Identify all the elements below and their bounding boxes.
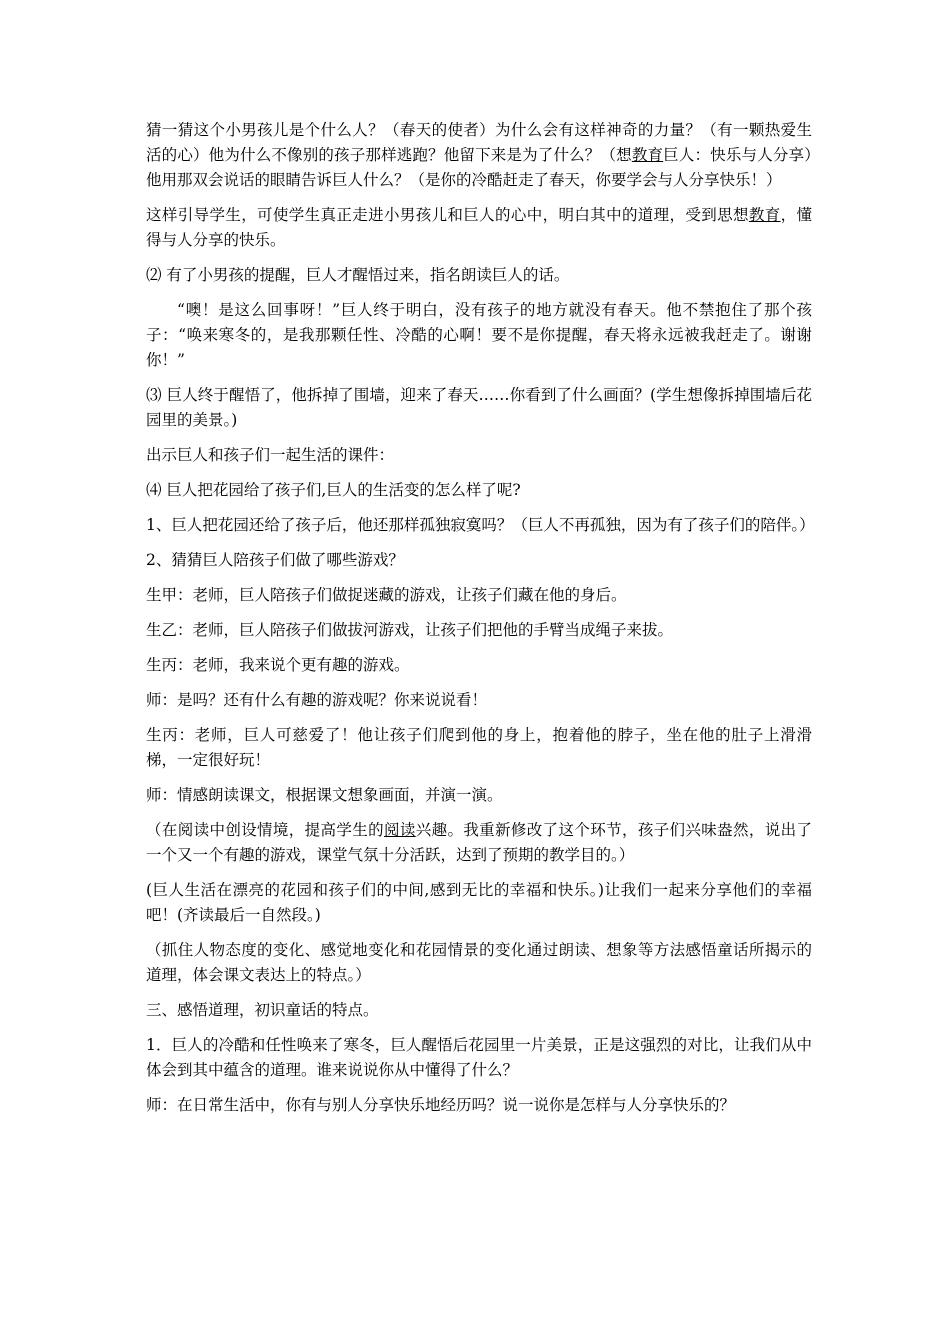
dialogue-student-b: 生乙：老师，巨人陪孩子们做拔河游戏，让孩子们把他的手臂当成绳子来拔。: [146, 621, 674, 639]
paragraph-text: 兴趣。我重新修改了这个环节，孩子们兴味盎然，说出了一个又一个有趣的游戏，课堂气氛十分活跃，达到了预期的教学目的。）: [146, 821, 812, 864]
paragraph-8: 1、巨人把花园还给了孩子后，他还那样孤独寂寞吗？（巨人不再孤独，因为有了孩子们的陪伴。）: [146, 516, 815, 534]
paragraph-3: ⑵ 有了小男孩的提醒，巨人才醒悟过来，指名朗读巨人的话。: [146, 266, 570, 284]
paragraph-text: 巨人：快乐与人分享）他用那双会说话的眼睛告诉巨人什么？（是你的冷酷赶走了春天，你要学会与人分享快乐！）: [146, 146, 812, 189]
paragraph-6: 出示巨人和孩子们一起生活的课件：: [146, 446, 395, 464]
paragraph-21: 师：在日常生活中，你有与别人分享快乐地经历吗？说一说你是怎样与人分享快乐的？: [146, 1096, 736, 1114]
paragraph-text: （在阅读中创设情境，提高学生的: [146, 821, 384, 839]
dialogue-student-c-2: 生丙：老师，巨人可慈爱了！他让孩子们爬到他的身上，抱着他的脖子，坐在他的肚子上滑滑梯，一定很好玩！: [146, 726, 812, 769]
giant-quote-paragraph: “噢！是这么回事呀！”巨人终于明白，没有孩子的地方就没有春天。他不禁抱住了那个孩子：“唤来寒冬的，是我那颗任性、冷酷的心啊！要不是你提醒，春天将永远被我赶走了。谢谢你！”: [146, 301, 812, 369]
reading-link[interactable]: 阅读: [383, 821, 416, 839]
education-link[interactable]: 教育: [631, 146, 664, 164]
dialogue-teacher: 师：是吗？还有什么有趣的游戏呢？你来说说看！: [146, 691, 488, 709]
paragraph-5: ⑶ 巨人终于醒悟了，他拆掉了围墙，迎来了春天……你看到了什么画面？(学生想像拆掉围墙后花园里的美景。): [146, 386, 812, 429]
paragraph-7: ⑷ 巨人把花园给了孩子们,巨人的生活变的怎么样了呢?: [146, 481, 521, 499]
paragraph-2: [146, 203, 812, 253]
paragraph-text: ，懂得与人分享的快乐。: [146, 206, 812, 249]
section-heading: 三、感悟道理，初识童话的特点。: [146, 1001, 379, 1019]
document-body: [146, 118, 815, 1128]
dialogue-teacher-2: 师：情感朗读课文，根据课文想象画面，并演一演。: [146, 786, 503, 804]
paragraph-16: [146, 818, 812, 868]
paragraph-18: （抓住人物态度的变化、感觉地变化和花园情景的变化通过朗读、想象等方法感悟童话所揭示的道理，体会课文表达上的特点。）: [146, 941, 812, 984]
paragraph-9: 2、猜猜巨人陪孩子们做了哪些游戏？: [146, 551, 404, 569]
dialogue-student-c: 生丙：老师，我来说个更有趣的游戏。: [146, 656, 410, 674]
paragraph-1: [146, 118, 812, 193]
paragraph-text: 这样引导学生，可使学生真正走进小男孩儿和巨人的心中，明白其中的道理，受到思想: [146, 206, 749, 224]
paragraph-17: (巨人生活在漂亮的花园和孩子们的中间,感到无比的幸福和快乐。)让我们一起来分享他们的幸福吧！(齐读最后一自然段。): [146, 881, 812, 924]
dialogue-student-a: 生甲：老师，巨人陪孩子们做捉迷藏的游戏，让孩子们藏在他的身后。: [146, 586, 627, 604]
paragraph-20: 1．巨人的冷酷和任性唤来了寒冬，巨人醒悟后花园里一片美景，正是这强烈的对比，让我们从中体会到其中蕴含的道理。谁来说说你从中懂得了什么？: [146, 1036, 812, 1079]
education-link[interactable]: 教育: [748, 206, 781, 224]
paragraph-text: 猜一猜这个小男孩儿是个什么人？（春天的使者）为什么会有这样神奇的力量？（有一颗热爱生活的心）他为什么不像别的孩子那样逃跑？他留下来是为了什么？（想: [146, 121, 812, 164]
